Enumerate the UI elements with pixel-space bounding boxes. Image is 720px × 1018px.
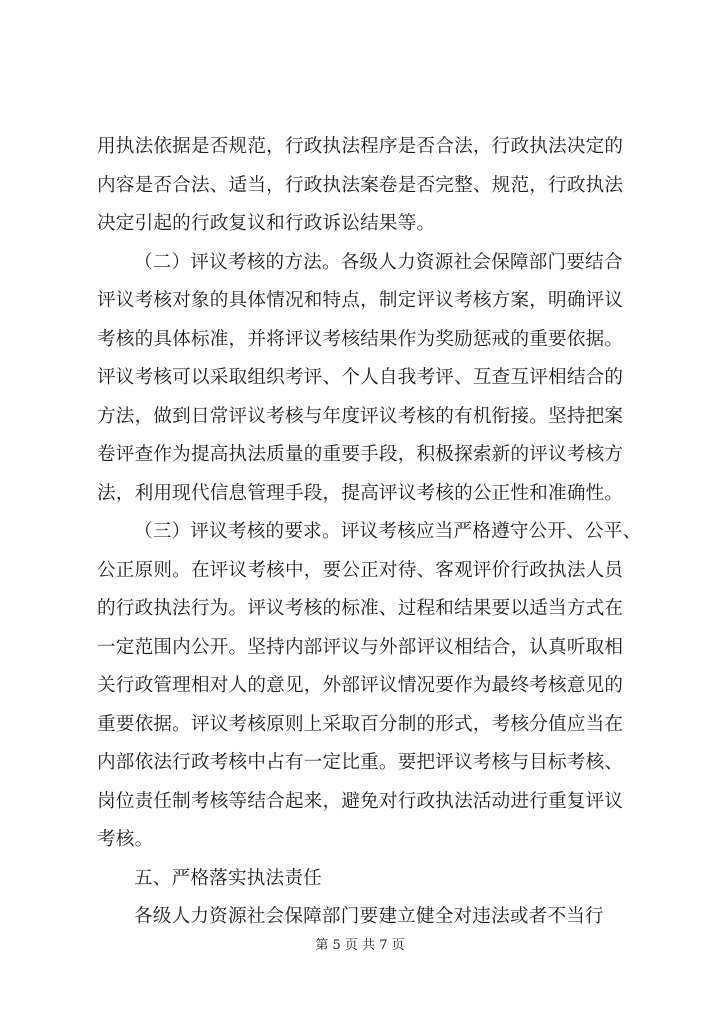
text-line: 决定引起的行政复议和行政诉讼结果等。 (97, 213, 436, 234)
text-line: 用执法依据是否规范，行政执法程序是否合法，行政执法决定的 (97, 136, 624, 157)
text-line: 的行政执法行为。评议考核的标准、过程和结果要以适当方式在 (97, 598, 624, 619)
text-line: 法，利用现代信息管理手段，提高评议考核的公正性和准确性。 (97, 482, 624, 504)
text-line: 考核的具体标准，并将评议考核结果作为奖励惩戒的重要依据。 (97, 328, 624, 350)
document-body (97, 128, 642, 937)
text-line: 关行政管理相对人的意见，外部评议情况要作为最终考核意见的 (97, 675, 624, 696)
page-footer: 第 5 页 共 7 页 (315, 938, 405, 953)
text-line: 内容是否合法、适当，行政执法案卷是否完整、规范，行政执法 (97, 174, 624, 196)
text-line: （三）评议考核的要求。评议考核应当严格遵守公开、公平、 (134, 521, 642, 542)
text-line: 内部依法行政考核中占有一定比重。要把评议考核与目标考核、 (97, 752, 624, 773)
text-line: 卷评查作为提高执法质量的重要手段，积极探索新的评议考核方 (97, 444, 624, 465)
text-line: 岗位责任制考核等结合起来，避免对行政执法活动进行重复评议 (97, 790, 624, 812)
text-line: 一定范围内公开。坚持内部评议与外部评议相结合，认真听取相 (97, 636, 624, 658)
text-line: 评议考核对象的具体情况和特点，制定评议考核方案，明确评议 (97, 290, 624, 311)
text-line: 公正原则。在评议考核中，要公正对待、客观评价行政执法人员 (97, 559, 624, 581)
text-line: 方法，做到日常评议考核与年度评议考核的有机衔接。坚持把案 (97, 405, 624, 427)
text-line: 五、严格落实执法责任 (134, 867, 322, 889)
text-line: 重要依据。评议考核原则上采取百分制的形式，考核分值应当在 (97, 713, 624, 735)
text-line: 考核。 (97, 829, 154, 850)
text-line: 各级人力资源社会保障部门要建立健全对违法或者不当行 (134, 906, 604, 927)
text-line: （二）评议考核的方法。各级人力资源社会保障部门要结合 (134, 251, 623, 273)
text-line: 评议考核可以采取组织考评、个人自我考评、互查互评相结合的 (97, 367, 624, 388)
